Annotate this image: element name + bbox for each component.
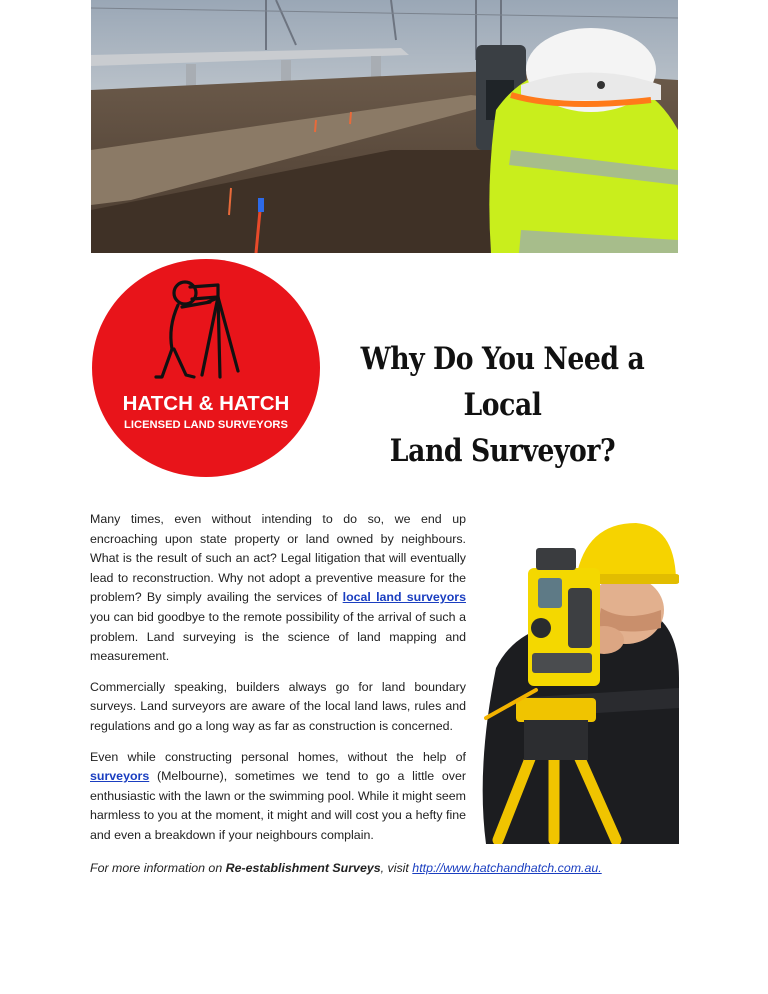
logo-tagline: LICENSED LAND SURVEYORS bbox=[124, 419, 288, 431]
paragraph-3-text-a: Even while constructing personal homes, without the help of bbox=[90, 749, 466, 764]
title-line-1: Why Do You Need a Local bbox=[360, 341, 645, 423]
paragraph-3 bbox=[90, 748, 466, 846]
paragraph-1 bbox=[90, 510, 466, 667]
footer-prefix: For more information on bbox=[90, 861, 226, 875]
title-line-2: Land Surveyor? bbox=[389, 433, 616, 469]
page-title bbox=[354, 336, 651, 474]
logo-name: HATCH & HATCH bbox=[122, 392, 290, 415]
more-info-line bbox=[90, 859, 680, 877]
paragraph-2: Commercially speaking, builders always go for land boundary surveys. Land surveyors are aware of the local land laws, rules and regulations and go a long way as far as construction is concerned. bbox=[90, 679, 466, 733]
article-body bbox=[90, 510, 466, 857]
surveyor-photo bbox=[476, 518, 679, 844]
hero-photo bbox=[91, 0, 678, 253]
footer-service-name: Re-establishment Surveys bbox=[225, 861, 381, 875]
logo-circle bbox=[92, 259, 320, 477]
paragraph-1-text-a: Many times, even without intending to do so, we end up encroaching upon state property or land owned by neighbours. What is the result of such an act? Legal litigation that will eventually lead to reconstruction. Why not adopt a preventive measure for the problem? By simply availing the services of bbox=[90, 512, 466, 605]
company-logo bbox=[90, 257, 323, 479]
paragraph-1-text-b: you can bid goodbye to the remote possibility of the arrival of such a problem. Land surveying is the science of land mapping and measurement. bbox=[90, 609, 466, 664]
local-land-surveyors-link[interactable]: local land surveyors bbox=[342, 590, 466, 605]
website-link[interactable]: http://www.hatchandhatch.com.au. bbox=[412, 861, 602, 875]
footer-middle: , visit bbox=[380, 861, 413, 875]
paragraph-3-text-b: (Melbourne), sometimes we tend to go a little over enthusiastic with the lawn or the swimming pool. While it might seem harmless to you at the moment, it might and will cost you a hefty fine and even a breakdown if your neighbours complain. bbox=[90, 769, 467, 842]
surveyors-link[interactable]: surveyors bbox=[90, 769, 150, 784]
